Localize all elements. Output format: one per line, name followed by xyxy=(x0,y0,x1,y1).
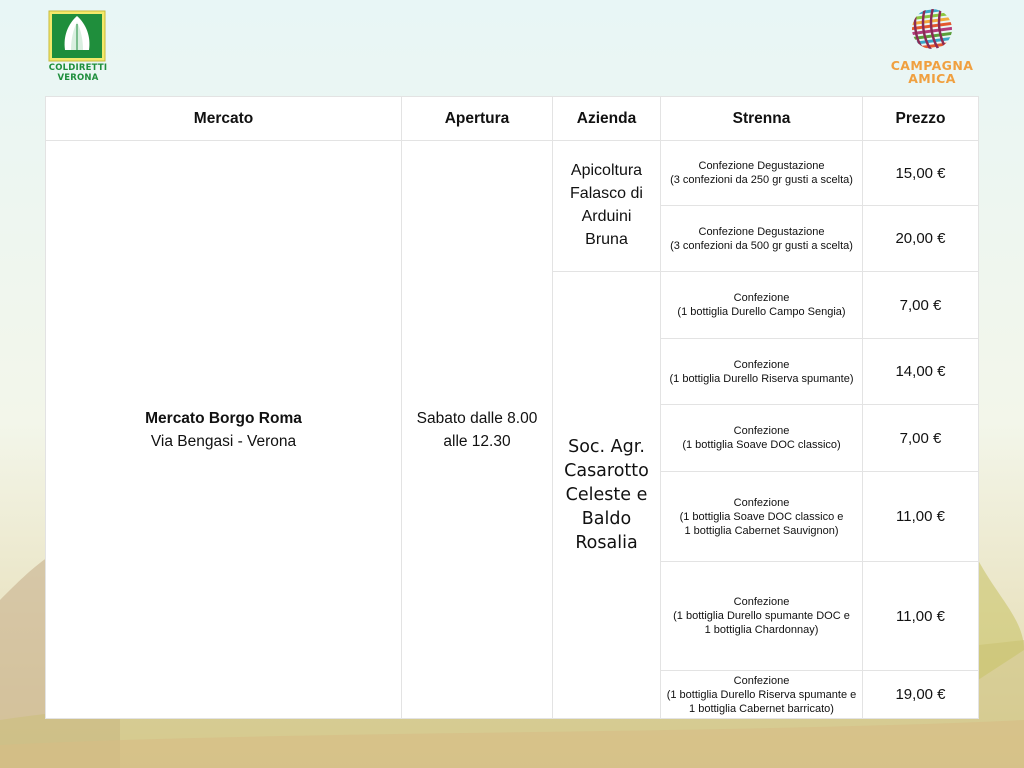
table-row xyxy=(46,141,979,206)
logo-left-line2: VERONA xyxy=(57,73,99,83)
azienda-line: Casarotto xyxy=(564,461,649,481)
azienda-line: Celeste e xyxy=(565,485,648,505)
table-header-row xyxy=(46,97,979,141)
azienda-cell-casarotto xyxy=(553,272,661,719)
azienda-line: Falasco di xyxy=(570,185,643,202)
azienda-line: Apicoltura xyxy=(570,162,643,179)
campagna-amica-logo xyxy=(890,8,974,88)
apertura-line1: Sabato dalle 8.00 xyxy=(416,409,538,427)
strenna-detail: 1 bottiglia Cabernet Sauvignon) xyxy=(684,524,839,537)
azienda-line: Soc. Agr. xyxy=(568,437,645,457)
yarn-ball-icon xyxy=(909,8,955,50)
prezzo-cell: 7,00 € xyxy=(863,405,979,472)
prezzo-cell: 11,00 € xyxy=(863,472,979,562)
strenna-title: Confezione xyxy=(733,596,790,608)
prezzo-cell: 14,00 € xyxy=(863,339,979,405)
strenna-detail: 1 bottiglia Cabernet barricato) xyxy=(689,702,834,715)
header-strenna: Strenna xyxy=(661,97,863,141)
header-prezzo: Prezzo xyxy=(863,97,979,141)
mercato-name: Mercato Borgo Roma xyxy=(145,409,302,427)
header-apertura: Apertura xyxy=(402,97,553,141)
strenna-detail: (1 bottiglia Durello Campo Sengia) xyxy=(677,306,846,318)
strenna-title: Confezione xyxy=(733,292,790,304)
strenna-detail: (1 bottiglia Durello Riserva spumante e xyxy=(666,688,857,701)
coldiretti-emblem-icon xyxy=(46,6,108,62)
apertura-cell xyxy=(402,141,553,719)
prezzo-cell: 11,00 € xyxy=(863,562,979,671)
strenna-cell xyxy=(661,141,863,206)
prezzo-cell: 20,00 € xyxy=(863,206,979,272)
strenna-detail: (3 confezioni da 500 gr gusti a scelta) xyxy=(670,239,853,252)
strenna-detail: (1 bottiglia Durello spumante DOC e xyxy=(673,610,850,622)
azienda-line: Arduini xyxy=(581,208,632,225)
logo-right-line1: CAMPAGNA xyxy=(890,58,974,73)
azienda-cell-apicoltura xyxy=(553,141,661,272)
strenna-cell xyxy=(661,562,863,671)
strenne-table xyxy=(45,96,979,719)
strenna-title: Confezione Degustazione xyxy=(698,225,825,238)
prezzo-cell: 7,00 € xyxy=(863,272,979,339)
coldiretti-verona-logo xyxy=(46,6,110,88)
strenna-detail: (1 bottiglia Durello Riserva spumante) xyxy=(669,372,854,385)
strenna-cell xyxy=(661,671,863,719)
strenna-cell xyxy=(661,339,863,405)
strenna-cell xyxy=(661,272,863,339)
header-mercato: Mercato xyxy=(46,97,402,141)
logo-left-line1: COLDIRETTI xyxy=(48,63,108,73)
strenna-cell xyxy=(661,206,863,272)
prezzo-cell: 15,00 € xyxy=(863,141,979,206)
prezzo-cell: 19,00 € xyxy=(863,671,979,719)
strenna-cell xyxy=(661,405,863,472)
apertura-line2: alle 12.30 xyxy=(443,432,511,450)
header-azienda: Azienda xyxy=(553,97,661,141)
strenna-title: Confezione xyxy=(733,358,790,371)
strenna-detail: (1 bottiglia Soave DOC classico) xyxy=(682,439,841,451)
strenna-title: Confezione xyxy=(733,425,790,437)
azienda-line: Baldo xyxy=(581,509,632,529)
logo-right-line2: AMICA xyxy=(908,71,956,86)
strenna-detail: (3 confezioni da 250 gr gusti a scelta) xyxy=(670,174,853,186)
azienda-line: Bruna xyxy=(585,231,628,248)
strenna-title: Confezione xyxy=(733,674,790,687)
strenna-cell xyxy=(661,472,863,562)
mercato-cell xyxy=(46,141,402,719)
mercato-address: Via Bengasi - Verona xyxy=(150,432,297,450)
strenna-title: Confezione xyxy=(733,496,790,509)
strenna-title: Confezione Degustazione xyxy=(698,160,825,172)
azienda-line: Rosalia xyxy=(575,533,638,553)
strenna-detail: 1 bottiglia Chardonnay) xyxy=(704,624,819,636)
strenna-detail: (1 bottiglia Soave DOC classico e xyxy=(679,510,844,523)
